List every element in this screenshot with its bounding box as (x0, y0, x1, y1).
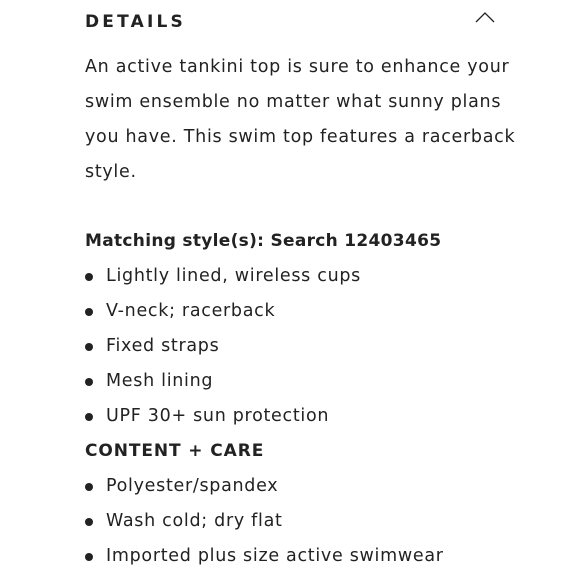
list-item-label: V-neck; racerback (106, 301, 276, 321)
content-care-title: CONTENT + CARE (85, 441, 265, 461)
list-item-label: Polyester/spandex (106, 476, 279, 496)
matching-style-text: Matching style(s): Search 12403465 (85, 231, 442, 251)
feature-list (85, 259, 361, 434)
list-item (85, 399, 361, 434)
bullet-icon (85, 308, 93, 316)
bullet-icon (85, 343, 93, 351)
bullet-icon (85, 553, 93, 561)
care-list (85, 469, 444, 574)
product-description: An active tankini top is sure to enhance your swim ensemble no matter what sunny plans you have. This swim top features a racerback style. (85, 57, 516, 182)
list-item (85, 469, 444, 504)
bullet-icon (85, 378, 93, 386)
list-item (85, 504, 444, 539)
list-item (85, 259, 361, 294)
list-item-label: Mesh lining (106, 371, 214, 391)
list-item (85, 329, 361, 364)
list-item (85, 539, 444, 574)
bullet-icon (85, 483, 93, 491)
list-item-label: Lightly lined, wireless cups (106, 266, 361, 286)
list-item (85, 364, 361, 399)
list-item-label: UPF 30+ sun protection (106, 406, 330, 426)
list-item-label: Imported plus size active swimwear (106, 546, 444, 566)
list-item (85, 294, 361, 329)
bullet-icon (85, 518, 93, 526)
details-title: DETAILS (85, 12, 186, 32)
bullet-icon (85, 273, 93, 281)
details-header[interactable] (85, 10, 505, 34)
list-item-label: Fixed straps (106, 336, 220, 356)
list-item-label: Wash cold; dry flat (106, 511, 283, 531)
chevron-up-icon[interactable] (470, 10, 500, 30)
bullet-icon (85, 413, 93, 421)
